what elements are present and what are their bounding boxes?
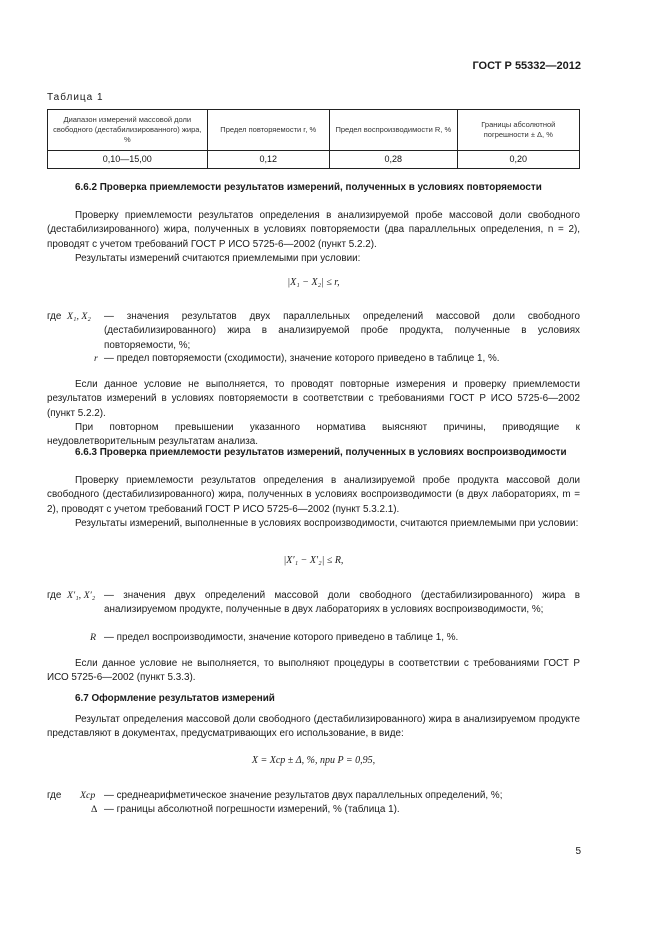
where-label: где	[47, 790, 62, 801]
table-header-cell: Предел воспроизводимости R, %	[329, 110, 457, 151]
definition-text: — значения результатов двух параллельных определений массовой доли свободного (дестабилизированного) жира в анализируемой пробе продукта, полученные в условиях повторяемости, %;	[104, 311, 580, 351]
paragraph: Если данное условие не выполняется, то выполняют процедуры в соответствии с требованиями ГОСТ Р ИСО 5725-6—2002 (пункт 5.3.3).	[47, 658, 580, 684]
paragraph: Результаты измерений считаются приемлемыми при условии:	[75, 253, 361, 264]
definition-text: — среднеарифметическое значение результатов двух параллельных определений, %;	[104, 790, 503, 801]
formula: |X′₁ − X′₂| ≤ R,	[283, 555, 344, 566]
where-label: где	[47, 311, 62, 322]
table-header-cell: Диапазон измерений массовой доли свободного (дестабилизированного) жира, %	[48, 110, 208, 151]
formula: X = Xср ± Δ, %, при P = 0,95,	[251, 755, 376, 766]
definition-symbol: X₁, X₂	[67, 311, 91, 322]
definition-text: — границы абсолютной погрешности измерений, % (таблица 1).	[104, 804, 400, 815]
definition-text: — предел воспроизводимости, значение которого приведено в таблице 1, %.	[104, 632, 459, 643]
definition-symbol: X′₁, X′₂	[67, 590, 96, 601]
section-heading-6-6-3: 6.6.3 Проверка приемлемости результатов измерений, полученных в условиях воспроизводимости	[75, 447, 567, 458]
definition-symbol: Δ	[91, 804, 98, 815]
limits-table	[47, 109, 580, 169]
table-caption: Таблица 1	[47, 92, 104, 103]
table-cell: 0,20	[457, 151, 579, 169]
paragraph: Проверку приемлемости результатов определения в анализируемой пробе массовой доли свободного (дестабилизированного) жира, полученных в условиях повторяемости (два параллельных определения, n = 2), проводят с учетом требований ГОСТ Р ИСО 5725-6—2002 (пункт 5.2.2).	[47, 210, 580, 250]
section-heading-6-6-2: 6.6.2 Проверка приемлемости результатов измерений, полученных в условиях повторяемости	[75, 182, 542, 193]
definition-text: — значения двух определений массовой доли свободного (дестабилизированного) жира в анализируемом продукте, полученные в двух лабораториях в условиях воспроизводимости, %;	[104, 590, 580, 616]
paragraph: Если данное условие не выполняется, то проводят повторные измерения и проверку приемлемости результатов измерений в условиях повторяемости в соответствии с требованиями ГОСТ Р ИСО 5725-6—2002 (пункт 5.2.2).	[47, 379, 580, 419]
table-cell: 0,12	[207, 151, 329, 169]
definition-symbol: r	[94, 353, 98, 364]
document-code: ГОСТ Р 55332—2012	[472, 60, 581, 72]
table-cell: 0,28	[329, 151, 457, 169]
paragraph: Проверку приемлемости результатов определения в анализируемой пробе продукта массовой доли свободного (дестабилизированного) жира, полученных в условиях воспроизводимости (в двух лабораториях, m = 2), проводят с учетом требований ГОСТ Р ИСО 5725-6—2002 (пункт 5.3.2.1).	[47, 475, 580, 515]
definition-symbol: Xср	[80, 790, 96, 801]
paragraph: Результаты измерений, выполненные в условиях воспроизводимости, считаются приемлемыми при условии:	[75, 518, 579, 529]
table-header-row	[48, 110, 580, 151]
table-header-cell: Предел повторяемости r, %	[207, 110, 329, 151]
table-header-cell: Границы абсолютной погрешности ± Δ, %	[457, 110, 579, 151]
table-row	[48, 151, 580, 169]
paragraph: Результат определения массовой доли свободного (дестабилизированного) жира в анализируемом продукте представляют в документах, предусматривающих его использование, в виде:	[47, 714, 580, 740]
formula: |X₁ − X₂| ≤ r,	[287, 277, 340, 288]
table-cell: 0,10—15,00	[48, 151, 208, 169]
definition-symbol: R	[90, 632, 97, 643]
section-heading-6-7: 6.7 Оформление результатов измерений	[75, 693, 275, 704]
where-label: где	[47, 590, 62, 601]
page-number: 5	[575, 846, 581, 857]
definition-text: — предел повторяемости (сходимости), значение которого приведено в таблице 1, %.	[104, 353, 500, 364]
paragraph: При повторном превышении указанного норматива выясняют причины, приводящие к неудовлетворительным результатам анализа.	[47, 422, 580, 448]
